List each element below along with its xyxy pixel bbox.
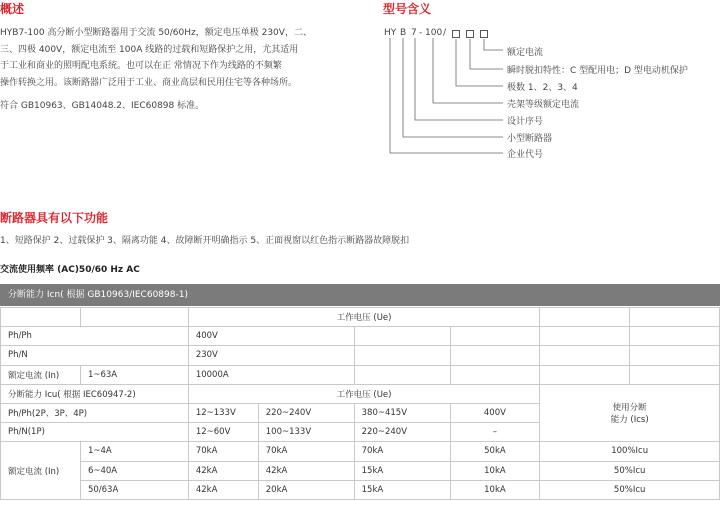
meaning-rated-current: 额定电流 xyxy=(507,48,544,58)
breaking-capacity-table xyxy=(0,307,720,500)
table-row xyxy=(1,308,720,327)
overview-line: HYB7-100 高分断小型断路器用于交流 50/60Hz，额定电压单极 230V，二、 xyxy=(0,28,312,38)
leader-line xyxy=(456,39,503,86)
meaning-design-number: 设计序号 xyxy=(507,117,544,127)
cell-value: – xyxy=(450,423,540,442)
model-heading: 型号含义 xyxy=(383,2,432,16)
row-label: Ph/N(1P) xyxy=(1,423,189,442)
ics-header xyxy=(540,384,720,442)
meaning-trip-characteristic: 瞬时脱扣特性：C 型配用电；D 型电动机保护 xyxy=(507,66,688,76)
code-part-dash: - xyxy=(419,28,423,38)
table-row xyxy=(1,365,720,384)
cell-value: 15kA xyxy=(354,461,450,480)
code-part-b: B xyxy=(400,28,407,38)
ics-header-line: 能力 (Ics) xyxy=(610,415,649,426)
cell-value: 70kA xyxy=(354,442,450,461)
ics-value: 100%Icu xyxy=(540,442,720,461)
cell-value: 15kA xyxy=(354,480,450,499)
ics-value: 50%Icu xyxy=(540,480,720,499)
cell-value: 10kA xyxy=(450,461,540,480)
code-part-slash: / xyxy=(443,28,447,38)
current-range: 6~40A xyxy=(80,461,188,480)
overview-standard: 符合 GB10963、GB14048.2、IEC60898 标准。 xyxy=(0,101,205,111)
cell-value: 400V xyxy=(450,403,540,422)
overview-line: 于工业和商业的照明配电系统。也可以在正 常情况下作为线路的不频繁 xyxy=(0,61,282,71)
overview-line: 三、四极 400V，额定电流至 100A 线路的过载和短路保护之用，尤其适用 xyxy=(0,44,299,55)
ue-header: 工作电压 (Ue) xyxy=(188,308,540,327)
table-row xyxy=(1,327,720,346)
current-range: 50/63A xyxy=(80,480,188,499)
code-part-hy: HY xyxy=(384,28,397,38)
cell-value: 230V xyxy=(188,346,354,365)
cell-value: 100~133V xyxy=(258,423,354,442)
leader-line xyxy=(390,38,503,153)
rated-current-label: 额定电流 (In) xyxy=(1,365,81,384)
leader-line xyxy=(433,38,503,103)
ics-header-line: 使用分断 xyxy=(612,403,647,414)
cell-value: 50kA xyxy=(450,442,540,461)
meaning-mcb: 小型断路器 xyxy=(507,134,553,144)
overview-line: 操作转换之用。该断路器广泛用于工业、商业高层和民用住宅等各种场所。 xyxy=(0,77,298,88)
icu-label: 分断能力 Icu( 根据 IEC60947-2) xyxy=(1,384,189,403)
meaning-frame-current: 壳架等级额定电流 xyxy=(507,100,580,110)
current-range: 1~4A xyxy=(80,442,188,461)
code-part-100: 100 xyxy=(425,28,443,38)
cell-value: 380~415V xyxy=(354,403,450,422)
current-label: 额定电流 (In) xyxy=(1,442,81,500)
row-label: Ph/Ph(2P、3P、4P) xyxy=(1,403,189,422)
table-row xyxy=(1,461,720,480)
code-part-7: 7 xyxy=(411,28,417,38)
table-row xyxy=(1,442,720,461)
features-heading: 断路器具有以下功能 xyxy=(0,211,109,225)
row-label: Ph/Ph xyxy=(1,327,189,346)
table-row xyxy=(1,480,720,499)
table-row xyxy=(1,346,720,365)
table-row xyxy=(1,384,720,403)
ue-header-2: 工作电压 (Ue) xyxy=(188,384,540,403)
cell-value: 42kA xyxy=(188,480,258,499)
features-list: 1、短路保护 2、过载保护 3、隔离功能 4、故障断开明确指示 5、正面视窗以红色指示断路器故障脱扣 xyxy=(0,236,410,246)
meaning-poles: 极数 1、2、3、4 xyxy=(507,83,578,93)
cell-value: 70kA xyxy=(258,442,354,461)
cell-value: 220~240V xyxy=(354,423,450,442)
cell-value: 10kA xyxy=(450,480,540,499)
rated-current-range: 1~63A xyxy=(80,365,188,384)
cell-value: 42kA xyxy=(188,461,258,480)
cell-value: 400V xyxy=(188,327,354,346)
cell-value: 70kA xyxy=(188,442,258,461)
ics-value: 50%Icu xyxy=(540,461,720,480)
cell-value: 12~133V xyxy=(188,403,258,422)
row-label: Ph/N xyxy=(1,346,189,365)
table-title-bar: 分断能力 Icn( 根据 GB10963/IEC60898-1) xyxy=(0,284,720,306)
cell-value: 20kA xyxy=(258,480,354,499)
model-leader-lines xyxy=(0,0,720,170)
rated-current-value: 10000A xyxy=(188,365,354,384)
cell-value: 12~60V xyxy=(188,423,258,442)
meaning-company-code: 企业代号 xyxy=(507,150,544,160)
leader-line xyxy=(484,39,503,50)
cell-value: 42kA xyxy=(258,461,354,480)
frequency-text: 交流使用频率 (AC)50/60 Hz AC xyxy=(0,265,140,275)
cell-value: 220~240V xyxy=(258,403,354,422)
leader-line xyxy=(403,38,503,137)
overview-heading: 概述 xyxy=(0,2,25,16)
leader-line xyxy=(470,39,503,69)
